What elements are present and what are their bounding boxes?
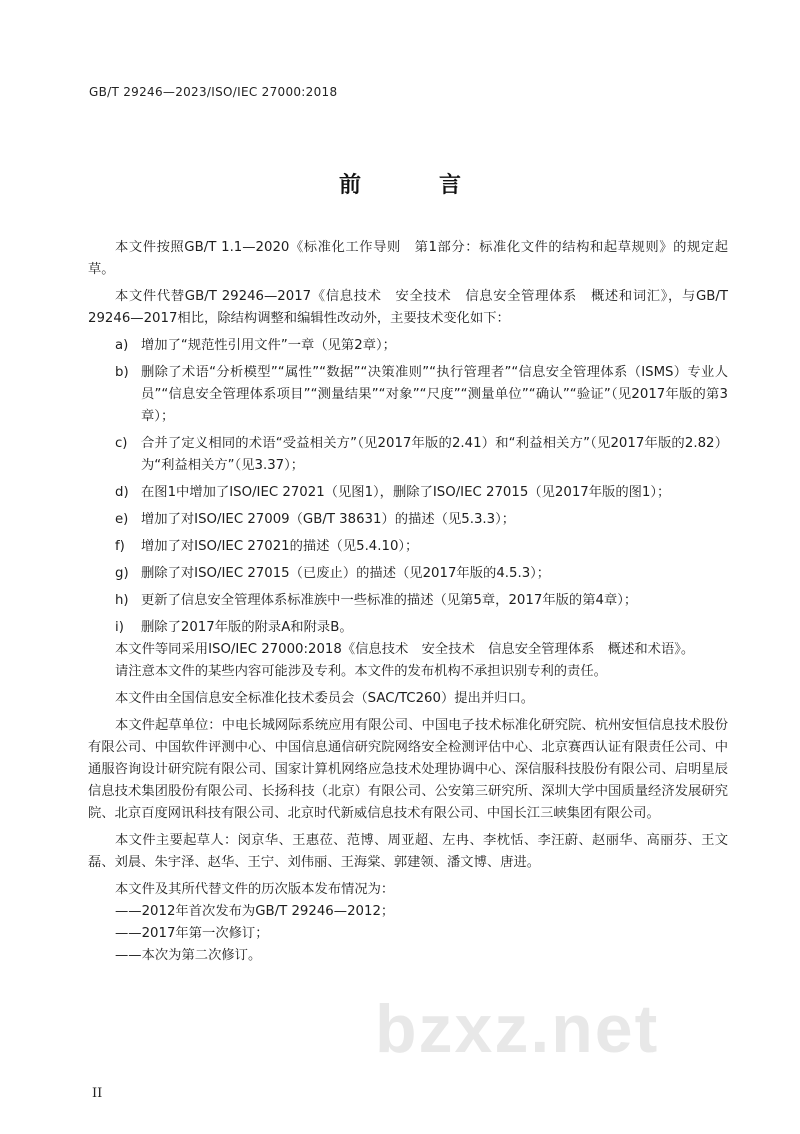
list-item-text: 删除了对ISO/IEC 27015（已废止）的描述（见2017年版的4.5.3）； — [141, 566, 551, 581]
history-list — [88, 901, 728, 967]
list-item — [88, 590, 728, 612]
standard-code: GB/T 29246—2023/ISO/IEC 27000:2018 — [89, 85, 338, 99]
change-list — [88, 335, 728, 639]
list-item-label: c) — [115, 436, 128, 451]
list-item-text: 更新了信息安全管理体系标准族中一些标准的描述（见第5章，2017年版的第4章）； — [141, 593, 638, 608]
history-item: ——2017年第一次修订； — [115, 926, 269, 941]
paragraph-replaces: 本文件代替GB/T 29246—2017《信息技术 安全技术 信息安全管理体系 概述和词汇》，与GB/T 29246—2017相比，除结构调整和编辑性改动外，主要技术变化如下： — [88, 289, 728, 326]
list-item — [88, 335, 728, 357]
list-item — [88, 433, 728, 477]
page-title: 前 言 — [338, 173, 489, 198]
list-item — [88, 563, 728, 585]
watermark: bzxz.net — [375, 991, 660, 1067]
list-item — [88, 617, 728, 639]
paragraph-patent-notice: 请注意本文件的某些内容可能涉及专利。本文件的发布机构不承担识别专利的责任。 — [115, 664, 607, 679]
paragraph-history-intro: 本文件及其所代替文件的历次版本发布情况为： — [115, 882, 395, 897]
paragraph-drafting-units: 本文件起草单位：中电长城网际系统应用有限公司、中国电子技术标准化研究院、杭州安恒信息技术股份有限公司、中国软件评测中心、中国信息通信研究院网络安全检测评估中心、北京赛西认证有限责任公司、中通服咨询设计研究院有限公司、国家计算机网络应急技术处理协调中心、深信服科技股份有限公司、启明星辰信息技术集团股份有限公司、长扬科技（北京）有限公司、公安第三研究所、深圳大学中国质量经济发展研究院、北京百度网讯科技有限公司、北京时代新威信息技术有限公司、中国长江三峡集团有限公司。 — [88, 718, 728, 821]
page-number: II — [92, 1086, 103, 1101]
list-item — [88, 482, 728, 504]
list-item — [88, 536, 728, 558]
list-item-label: h) — [115, 593, 129, 608]
list-item-text: 删除了2017年版的附录A和附录B。 — [141, 620, 353, 635]
list-item-label: f) — [115, 539, 125, 554]
paragraph-equivalence: 本文件等同采用ISO/IEC 27000:2018《信息技术 安全技术 信息安全管理体系 概述和术语》。 — [115, 642, 695, 657]
paragraph-drafters: 本文件主要起草人：闵京华、王惠莅、范博、周亚超、左冉、李枕恬、李汪蔚、赵丽华、高丽芬、王文磊、刘晨、朱宇泽、赵华、王宁、刘伟丽、王海棠、郭建领、潘文博、唐进。 — [88, 833, 728, 870]
list-item-text: 在图1中增加了ISO/IEC 27021（见图1），删除了ISO/IEC 27015（见2017年版的图1）； — [141, 485, 671, 500]
history-item: ——2012年首次发布为GB/T 29246—2012； — [115, 904, 395, 919]
list-item-text: 增加了对ISO/IEC 27009（GB/T 38631）的描述（见5.3.3）； — [141, 512, 516, 527]
list-item-text: 删除了术语“分析模型”“属性”“数据”“决策准则”“执行管理者”“信息安全管理体系（ISMS）专业人员”“信息安全管理体系项目”“测量结果”“对象”“尺度”“测量单位”“确认”“验证”（见2017年版的第3章）； — [141, 365, 728, 424]
list-item-text: 增加了“规范性引用文件”一章（见第2章）； — [141, 338, 396, 353]
paragraph-drafting-rule: 本文件按照GB/T 1.1—2020《标准化工作导则 第1部分：标准化文件的结构和起草规则》的规定起草。 — [88, 240, 728, 277]
document-body — [88, 237, 728, 967]
list-item-label: a) — [115, 338, 129, 353]
list-item-label: d) — [115, 485, 129, 500]
list-item-label: e) — [115, 512, 129, 527]
list-item-label: g) — [115, 566, 129, 581]
history-item: ——本次为第二次修订。 — [115, 948, 262, 963]
list-item-text: 合并了定义相同的术语“受益相关方”（见2017年版的2.41）和“利益相关方”（见2017年版的2.82）为“利益相关方”（见3.37）； — [141, 436, 728, 473]
list-item-label: b) — [115, 365, 129, 380]
list-item-text: 增加了对ISO/IEC 27021的描述（见5.4.10）； — [141, 539, 419, 554]
list-item — [88, 362, 728, 428]
paragraph-proposer: 本文件由全国信息安全标准化技术委员会（SAC/TC260）提出并归口。 — [115, 691, 535, 706]
list-item-label: i) — [115, 620, 124, 635]
list-item — [88, 509, 728, 531]
